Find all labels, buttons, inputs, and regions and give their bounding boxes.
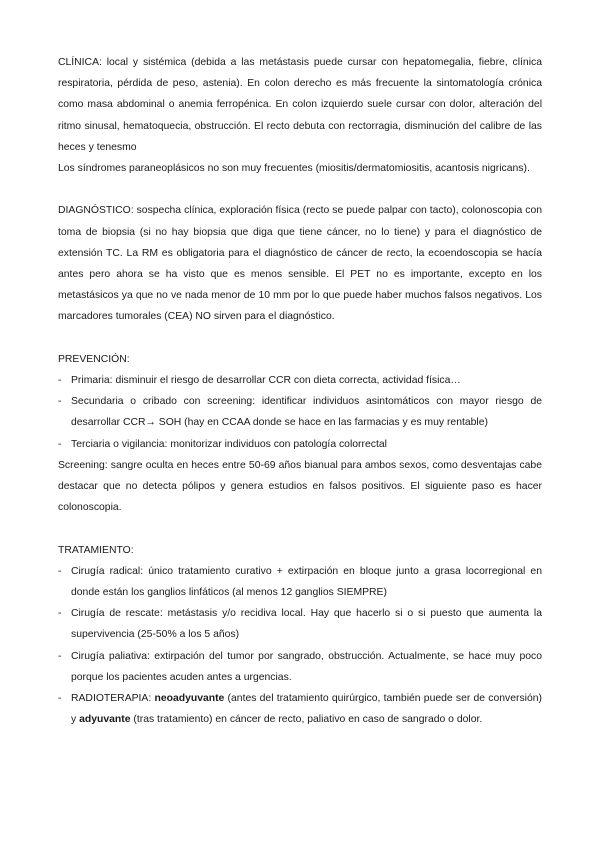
radio-prefix: RADIOTERAPIA: — [71, 693, 155, 705]
paraneoplasic-paragraph: Los síndromes paraneoplásicos no son muy frecuentes (miositis/dermatomiositis, acantosis nigricans). — [58, 163, 530, 175]
spacer — [58, 179, 542, 200]
prevencion-heading: PREVENCIÓN: — [58, 353, 130, 365]
neoadyuvante-term: neoadyuvante — [154, 693, 225, 705]
dash-bullet: - — [58, 565, 62, 577]
tratamiento-list — [58, 561, 542, 731]
radio-suffix: (tras tratamiento) en cáncer de recto, paliativo en caso de sangrado o dolor. — [130, 714, 483, 726]
list-item: - Cirugía radical: único tratamiento curativo + extirpación en bloque junto a grasa locorregional en donde están los ganglios linfáticos (al menos 12 ganglios SIEMPRE) — [58, 561, 542, 603]
dash-bullet: - — [58, 375, 62, 387]
list-item: - Secundaria o cribado con screening: identificar individuos asintomáticos con mayor riesgo de desarrollar CCR→ SOH (hay en CCAA donde se hace en las farmacias y es muy rentable) — [58, 391, 542, 433]
dash-bullet: - — [58, 438, 62, 450]
radio-mid: (antes del tratamiento quirúrgico, también puede ser de conversión) y — [71, 693, 543, 726]
dash-bullet: - — [58, 608, 62, 620]
document-body — [58, 52, 542, 730]
screening-paragraph: Screening: sangre oculta en heces entre 50-69 años bianual para ambos sexos, como desventajas cabe destacar que no detecta pólipos y genera estudios en falsos positivos. El siguiente paso es hacer colonoscopia. — [58, 459, 542, 514]
list-item — [58, 688, 542, 730]
spacer — [58, 328, 542, 349]
clinica-paragraph: CLÍNICA: local y sistémica (debida a las metástasis puede cursar con hepatomegalia, fiebre, clínica respiratoria, pérdida de peso, astenia). En colon derecho es más frecuente la sintomatología crónica como masa abdominal o anemia ferropénica. En colon izquierdo suele cursar con dolor, alteración del ritmo sinusal, hematoquecia, obstrucción. El recto debuta con rectorragia, disminución del calibre de las heces y tenesmo — [58, 57, 542, 153]
dash-bullet: - — [58, 396, 62, 408]
diagnostico-paragraph: DIAGNÓSTICO: sospecha clínica, exploración física (recto se puede palpar con tacto), colonoscopia con toma de biopsia (si no hay biopsia que diga que tiene cáncer, no lo tiene) y para el diagnóstico de extensión TC. La RM es obligatoria para el diagnóstico de cáncer de recto, la ecoendoscopia se hacía antes pero ahora se ha visto que es menos sensible. El PET no es importante, excepto en los metastásicos ya que no ve nada menor de 10 mm por lo que puede haber muchos falsos negativos. Los marcadores tumorales (CEA) NO sirven para el diagnóstico. — [58, 205, 542, 323]
dash-bullet: - — [58, 650, 62, 662]
adyuvante-term: adyuvante — [79, 714, 131, 726]
list-item: - Primaria: disminuir el riesgo de desarrollar CCR con dieta correcta, actividad física… — [58, 370, 542, 391]
spacer — [58, 518, 542, 539]
dash-bullet: - — [58, 693, 62, 705]
list-item: - Cirugía paliativa: extirpación del tumor por sangrado, obstrucción. Actualmente, se hace muy poco porque los pacientes acuden antes a urgencias. — [58, 646, 542, 688]
list-item: - Terciaria o vigilancia: monitorizar individuos con patología colorrectal — [58, 434, 542, 455]
prevencion-list — [58, 370, 542, 455]
list-item: - Cirugía de rescate: metástasis y/o recidiva local. Hay que hacerlo si o si puesto que aumenta la supervivencia (25-50% a los 5 años) — [58, 603, 542, 645]
tratamiento-heading: TRATAMIENTO: — [58, 544, 134, 556]
